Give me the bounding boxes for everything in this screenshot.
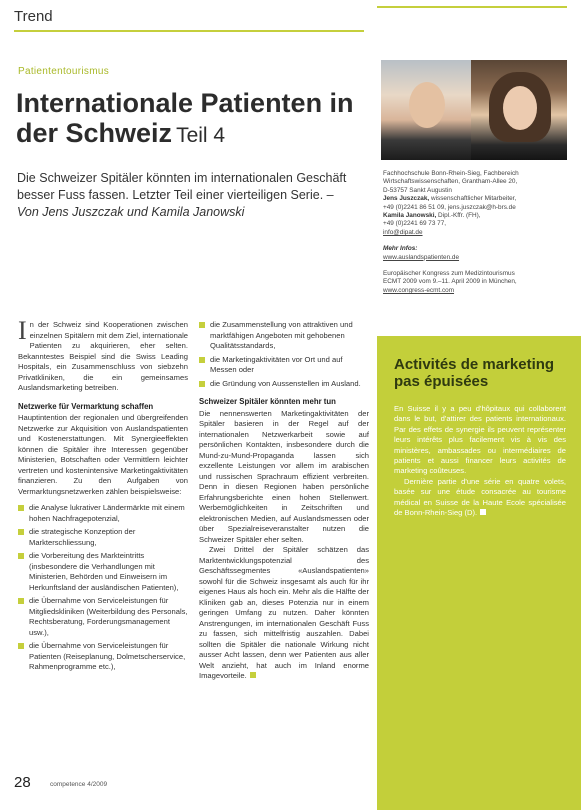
text-column-left xyxy=(18,316,188,676)
list-item: die Übernahme von Serviceleistungen für Mitgliedskliniken (Weiterbildung des Personals, Rechtsberatung, Forderungsmanagement usw.), xyxy=(18,596,188,638)
lead-text: Die Schweizer Spitäler könnten im internationalen Geschäft besser Fuss fassen. Letzter Teil einer vierteiligen Serie. – xyxy=(17,171,347,202)
article-kicker: Patiententourismus xyxy=(18,66,110,77)
list-item: die Vorbereitung des Markteintritts (insbesondere die Verhandlungen mit Ministerien, Behörden und Einweisern im Herkunftsland der ausländischen Patienten), xyxy=(18,551,188,593)
list-item: die Zusammenstellung von attraktiven und marktfähigen Angeboten mit gehobenen Qualitätsstandards, xyxy=(199,320,369,352)
bullet-list-middle xyxy=(199,320,369,389)
list-item: die Übernahme von Serviceleistungen für Patienten (Reiseplanung, Dolmetscherservice, Rahmenprogramme etc.), xyxy=(18,641,188,673)
author-photo-janowski xyxy=(471,60,567,160)
paragraph-potential: Zwei Drittel der Spitäler schätzen das Marktentwicklungspotenzial des Geschäftssegmentes «Auslandspatienten» sowohl für die Schweiz insgesamt als auch für ihr eigenes Haus als hoch ein. Mehr als die Hälfte der Kliniken gab an, dieses Potenzia nur in einem geringen Umfang zu nutzen. Daher könnten Anstrengungen, im internationalen Geschäft Fuss zu fassen, sich mittelfristig auszahlen. Dabei sollten die Spitäler die nationale Wirkung nicht ausser Acht lassen, denn wer Patienten aus aller Welt anzieht, hat auch im Inland enorme Imagevorteile. xyxy=(199,545,369,680)
article-title xyxy=(16,88,376,151)
summary-text: En Suisse il y a peu d'hôpitaux qui collaborent dans le but, d'attirer des patients internationaux. Par des effets de synergie ils peuvent représenter leurs intérêts plus facilement vis à vis des ministères, ambassades ou intermédiaires de patients et aussi financer leurs activités de marketing coûteuses. Dernière partie d'une série en quatre volets, basée sur une étude consacrée au tourisme médical en Suisse de la Haute Ecole spécialisée de Bonn-Rhein-Sieg (D). xyxy=(394,404,566,518)
title-text: Internationale Patienten in der Schweiz xyxy=(16,88,354,148)
sidebar-rule xyxy=(377,6,567,8)
section-label: Trend xyxy=(14,8,53,25)
end-mark xyxy=(250,672,256,678)
paragraph-networks: Hauptintention der regionalen und übergreifenden Netzwerke zur Akquisition von Auslandspatienten und Kostenerstattungen. Mit Synergieeffekten können die Spitäler ihre Interessen gegenüber Ministerien, Botschaften oder Vermittlern leichter vertreten und kostenintensive Marketingaktivitäten finanzieren. Zu den Aufgaben von Vermarktungsnetzwerken zählen beispielsweise: xyxy=(18,413,188,496)
title-part: Teil 4 xyxy=(176,124,226,147)
article-lead xyxy=(17,170,369,221)
author-email-link[interactable]: info@dipat.de xyxy=(383,228,423,236)
paragraph-hospitals: Die nennenswerten Marketingaktivitäten der Spitäler basieren in der Regel auf der internationalen Netzwerkarbeit sowie auf persönlichen Kontakten, insbesondere durch die Mund-zu-Mund-Propaganda lassen sich exzellente Leistungen vor allem im arabischen und russischen Sprachraum effizient verbreiten. Denn in diesen Regionen haben persönliche Erfahrungsberichte einen hohen Stellenwert. Werbemöglichkeiten in Zeitschriften und elektronischen Medien, auf Auslandsmessen oder über Spezialreiseveranstalter nutzen die Schweizer Spitäler eher selten. xyxy=(199,408,369,544)
list-item: die Analyse lukrativer Ländermärkte mit einem hohen Nachfragepotenzial, xyxy=(18,503,188,524)
page-number: 28 xyxy=(14,774,31,791)
dropcap: I xyxy=(18,316,27,345)
summary-title: Activités de marketing pas épuisées xyxy=(394,356,555,390)
intro-paragraph: In der Schweiz sind Kooperationen zwischen einzelnen Spitälern mit dem Ziel, internationale Patienten zu akquirieren, eher selten. Bekanntestes Beispiel sind die Swiss Leading Hospitals, ein Zusammenschluss von siebzehn Privatkliniken, die ein gemeinsames Auslandsmarketing betreiben. xyxy=(18,316,188,392)
list-item: die Gründung von Aussenstellen im Ausland. xyxy=(199,379,369,390)
magazine-issue: competence 4/2009 xyxy=(50,781,108,788)
bullet-list-left xyxy=(18,503,188,673)
author-photo-juszczak xyxy=(381,60,471,160)
list-item: die strategische Konzeption der Markterschliessung, xyxy=(18,527,188,548)
subheading-networks: Netzwerke für Vermarktung schaffen xyxy=(18,401,154,411)
end-mark xyxy=(480,509,486,515)
list-item: die Marketingaktivitäten vor Ort und auf Messen oder xyxy=(199,355,369,376)
text-column-middle xyxy=(199,320,369,682)
subheading-hospitals: Schweizer Spitäler könnten mehr tun xyxy=(199,397,336,406)
author-info: Fachhochschule Bonn-Rhein-Sieg, Fachbereich Wirtschaftswissenschaften, Grantham-Allee 20, D-53757 Sankt Augustin Jens Juszczak, wissenschaftlicher Mitarbeiter, +49 (0)2241 86 51 09, jens.juszczak@h-brs.de Kamila Janowski, Dipl.-Kffr. (FH), +49 (0)2241 69 73 77, info@dipat.de Mehr Infos: www.auslandspatienten.de Europäischer Kongress zum Medizintourismus ECMT 2009 vom 9.–11. April 2009 in München, www.congress-ecmt.com xyxy=(383,170,563,295)
event-link[interactable]: www.congress-ecmt.com xyxy=(383,286,455,294)
article-authors: Von Jens Juszczak und Kamila Janowski xyxy=(17,205,245,219)
header-rule xyxy=(14,30,364,32)
more-info-link[interactable]: www.auslandspatienten.de xyxy=(383,253,460,261)
